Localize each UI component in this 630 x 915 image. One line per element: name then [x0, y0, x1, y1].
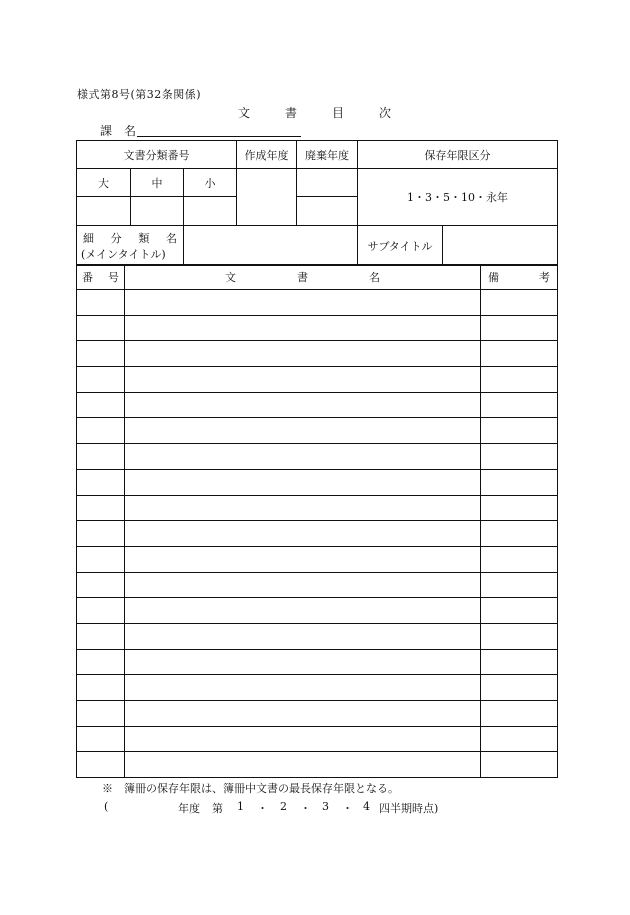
- classification-header: 文書分類番号: [77, 141, 237, 169]
- disposal-year-field-2[interactable]: [297, 197, 358, 226]
- row-document-name-cell[interactable]: [125, 444, 481, 470]
- main-title-field[interactable]: [184, 226, 358, 266]
- header-char: 書: [297, 271, 308, 284]
- retention-options: 1・3・5・10・永年: [358, 169, 558, 226]
- section-label-char: 名: [124, 124, 137, 138]
- period-sep: ・: [300, 802, 311, 815]
- period-fiscal-year: 年度: [178, 802, 200, 815]
- subtitle-label: サブタイトル: [358, 226, 443, 265]
- created-year-field[interactable]: [237, 169, 297, 226]
- row-remarks-cell[interactable]: [481, 495, 558, 521]
- disposal-year-header: 廃棄年度: [297, 141, 358, 169]
- list-row: [77, 598, 558, 624]
- list-row: [77, 701, 558, 727]
- period-open-paren: (: [104, 800, 109, 813]
- row-number-cell[interactable]: [77, 495, 125, 521]
- row-remarks-cell[interactable]: [481, 469, 558, 495]
- row-remarks-cell[interactable]: [481, 444, 558, 470]
- row-document-name-cell[interactable]: [125, 649, 481, 675]
- medium-class-field[interactable]: [131, 197, 184, 226]
- title-char: 次: [379, 106, 392, 120]
- list-row: [77, 290, 558, 316]
- header-char: 号: [108, 271, 119, 284]
- row-document-name-cell[interactable]: [125, 367, 481, 393]
- row-number-cell[interactable]: [77, 598, 125, 624]
- form-number: 様式第8号(第32条関係): [77, 88, 202, 101]
- period-q4: 4: [363, 800, 370, 813]
- document-list-table: [76, 264, 558, 778]
- row-remarks-cell[interactable]: [481, 623, 558, 649]
- header-char: 番: [82, 271, 93, 284]
- list-row: [77, 341, 558, 367]
- list-row: [77, 623, 558, 649]
- row-number-cell[interactable]: [77, 546, 125, 572]
- number-column-header: [77, 265, 125, 290]
- row-document-name-cell[interactable]: [125, 623, 481, 649]
- row-number-cell[interactable]: [77, 392, 125, 418]
- row-number-cell[interactable]: [77, 315, 125, 341]
- document-name-column-header: [125, 265, 481, 290]
- period-quarter-label: 四半期時点): [379, 802, 439, 815]
- list-row: [77, 367, 558, 393]
- large-class-field[interactable]: [77, 197, 131, 226]
- list-row: [77, 392, 558, 418]
- title-char: 目: [332, 106, 345, 120]
- list-row: [77, 444, 558, 470]
- row-remarks-cell[interactable]: [481, 367, 558, 393]
- section-label-char: 課: [100, 124, 113, 138]
- row-document-name-cell[interactable]: [125, 752, 481, 778]
- list-row: [77, 418, 558, 444]
- list-row: [77, 572, 558, 598]
- row-remarks-cell[interactable]: [481, 418, 558, 444]
- list-row: [77, 546, 558, 572]
- row-number-cell[interactable]: [77, 572, 125, 598]
- row-number-cell[interactable]: [77, 418, 125, 444]
- list-row: [77, 521, 558, 547]
- title-char: 文: [238, 106, 251, 120]
- row-number-cell[interactable]: [77, 726, 125, 752]
- row-number-cell[interactable]: [77, 701, 125, 727]
- list-row: [77, 675, 558, 701]
- subclass-char: 名: [165, 231, 177, 245]
- period-ordinal: 第: [212, 802, 223, 815]
- period-q3: 3: [322, 800, 329, 813]
- row-document-name-cell[interactable]: [125, 469, 481, 495]
- row-document-name-cell[interactable]: [125, 675, 481, 701]
- row-remarks-cell[interactable]: [481, 572, 558, 598]
- row-remarks-cell[interactable]: [481, 675, 558, 701]
- remarks-column-header: [481, 265, 558, 290]
- row-remarks-cell[interactable]: [481, 392, 558, 418]
- row-number-cell[interactable]: [77, 469, 125, 495]
- created-year-header: 作成年度: [237, 141, 297, 169]
- row-number-cell[interactable]: [77, 367, 125, 393]
- row-remarks-cell[interactable]: [481, 701, 558, 727]
- section-name-field[interactable]: [137, 136, 301, 137]
- header-table: [76, 140, 558, 266]
- row-remarks-cell[interactable]: [481, 726, 558, 752]
- retention-note: ※ 簿冊の保存年限は、簿冊中文書の最長保存年限となる。: [102, 782, 399, 795]
- large-class-label: 大: [77, 169, 131, 197]
- list-row: [77, 752, 558, 778]
- row-remarks-cell[interactable]: [481, 598, 558, 624]
- subclass-char: 細: [83, 231, 94, 245]
- subtitle-field[interactable]: [443, 226, 557, 265]
- row-remarks-cell[interactable]: [481, 752, 558, 778]
- period-sep: ・: [342, 802, 353, 815]
- row-document-name-cell[interactable]: [125, 546, 481, 572]
- row-remarks-cell[interactable]: [481, 521, 558, 547]
- header-char: 考: [539, 271, 550, 284]
- list-row: [77, 495, 558, 521]
- list-header-row: [77, 265, 558, 290]
- row-remarks-cell[interactable]: [481, 649, 558, 675]
- row-document-name-cell[interactable]: [125, 521, 481, 547]
- subtitle-cell: [358, 226, 558, 266]
- list-row: [77, 726, 558, 752]
- row-number-cell[interactable]: [77, 341, 125, 367]
- period-q1: 1: [237, 800, 244, 813]
- subclass-name-label: [77, 226, 184, 266]
- row-remarks-cell[interactable]: [481, 546, 558, 572]
- header-char: 名: [369, 271, 380, 284]
- period-sep: ・: [257, 802, 268, 815]
- row-document-name-cell[interactable]: [125, 495, 481, 521]
- row-number-cell[interactable]: [77, 623, 125, 649]
- row-number-cell[interactable]: [77, 521, 125, 547]
- row-number-cell[interactable]: [77, 444, 125, 470]
- row-number-cell[interactable]: [77, 675, 125, 701]
- header-char: 備: [488, 271, 499, 284]
- subclass-char: 分: [110, 231, 122, 245]
- title-char: 書: [285, 106, 298, 120]
- list-row: [77, 469, 558, 495]
- header-char: 文: [225, 271, 236, 284]
- small-class-field[interactable]: [184, 197, 237, 226]
- row-document-name-cell[interactable]: [125, 418, 481, 444]
- medium-class-label: 中: [131, 169, 184, 197]
- row-document-name-cell[interactable]: [125, 726, 481, 752]
- row-remarks-cell[interactable]: [481, 290, 558, 316]
- list-row: [77, 315, 558, 341]
- retention-period-header: 保存年限区分: [358, 141, 558, 169]
- row-document-name-cell[interactable]: [125, 392, 481, 418]
- row-number-cell[interactable]: [77, 752, 125, 778]
- main-title-label: (メインタイトル): [81, 247, 166, 261]
- subclass-label-line1: [77, 230, 183, 246]
- row-remarks-cell[interactable]: [481, 315, 558, 341]
- row-number-cell[interactable]: [77, 649, 125, 675]
- row-document-name-cell[interactable]: [125, 701, 481, 727]
- row-document-name-cell[interactable]: [125, 315, 481, 341]
- row-document-name-cell[interactable]: [125, 290, 481, 316]
- list-row: [77, 649, 558, 675]
- row-remarks-cell[interactable]: [481, 341, 558, 367]
- row-document-name-cell[interactable]: [125, 572, 481, 598]
- period-line: [104, 800, 454, 816]
- subclass-char: 類: [138, 231, 150, 245]
- row-number-cell[interactable]: [77, 290, 125, 316]
- row-document-name-cell[interactable]: [125, 341, 481, 367]
- period-q2: 2: [280, 800, 287, 813]
- disposal-year-field[interactable]: [297, 169, 358, 197]
- row-document-name-cell[interactable]: [125, 598, 481, 624]
- small-class-label: 小: [184, 169, 237, 197]
